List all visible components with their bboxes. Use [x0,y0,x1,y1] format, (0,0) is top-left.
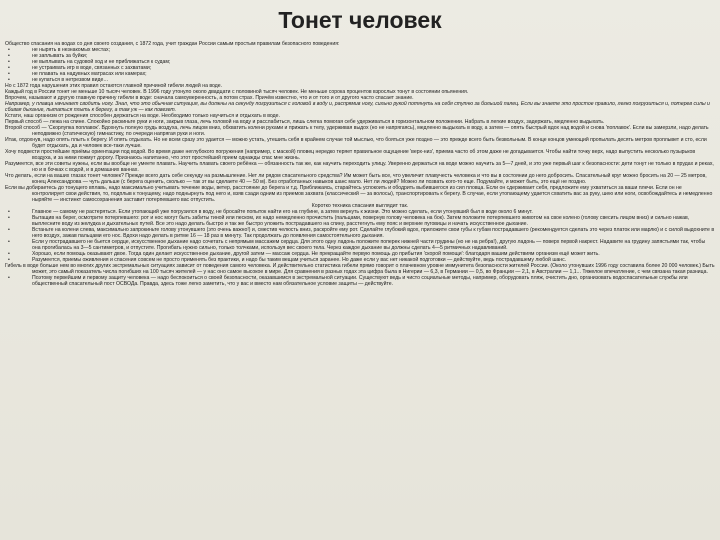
intro-paragraph: Общество спасания на водах со дня своего создания, с 1872 года, учит граждан России самым простым правилам безопасного поведения: [5,41,340,47]
paragraph-method-1: Первый способ — лежа на спине. Спокойно раскиньте руки и ноги, закрыв глаза, лечь головой на воду и расслабиться, лишь слегка помогая себе удерживаться в горизонтальном положении. Набрать в легкие воздух, задержать, медленно выдыхать. [5,119,605,125]
document-body [5,41,715,287]
step-item: • Вытащив на берег, осмотрите потерпевшего: рот и нос могут быть забиты тиной или песком, их надо немедленно прочистить (пальцами, повернув голову человека на бок). Затем положите потерпевшего животом на свое колено (голову свесить лицом вниз) и сильно нажав, выплесните воду из желудка и дыхательных путей. Все это надо делать быстро и так же быстро уложить пострадавшего на спину, расстегнуть ему пояс и верхние пуговицы и начать искусственное дыхание. [5,215,715,227]
paragraph: Что делать, если на ваших глазах тонет человек? Прежде всего дать себе секунду на размышление. Нет ли рядом спасательного средства? Им может быть все, что увеличит плавучесть человека и что вы в состоянии до него добросить. Спасательный круг можно бросить на 20 — 25 метров, конец Александрова — чуть дальше (с берега оценить, сколько — так эт вы сделаете 40 — 50 м). Без отработанных навыков шанс мало. Нет ли людей? Можно ли позвать кого-то еще. Подумайте, и может быть, это ещё не поздно. [5,173,707,185]
rule-item: • не заплывать за буйки; [5,53,715,59]
step-item: • Если у пострадавшего не бьется сердце, искусственное дыхание надо сочетать с непрямым массажем сердца. Для этого одну ладонь положите поперек нижней части грудины (но не на ребра!), другую ладонь — поверх первой накрест. Надавите на грудину запястьями так, чтобы она прогибалась на 3—5 сантиметров, и отпустите. Прогибать нужно сильно, только толчками, используя вес своего тела. Через каждое дыхание вы должны сделать 4—5 ритмичных надавливаний. [5,239,715,251]
rule-item: • не купаться в нетрезвом виде… [5,77,715,83]
paragraph: Итак, отдохнув, надо опять плыть к берегу. И опять отдыхать. Но не всем сразу это удается — можно устать, утешить себя в крайнем случае той мыслью, что бояться уже поздно — это прежде всего быть безвольным. В конце концов умеющий пропылать десять метров проплывет и сто, если будет отдыхать, да и человек все-таки лучше. [5,137,707,149]
paragraph: Гибель в воде больше нем во многих других экстремальных ситуациях зависит от поведения самого человека. И действительно статистика гибели прямо говорит о плачевном уровне иммунитета безопасности жителей России. (Около утонувших 1996 году составила более 20 000 человек.) Быть может, это самый показатель числа погибших на 100 тысяч жителей — у нас оно самое высокое в мире. Для сравнения в разных годах эта цифра была в Нигерии — 6,3, в Германии — 0,5, во Франции — 2,1, в Австралии — 1,1... Тяжелое впечатление, с чем связана такая разница. [5,263,715,275]
paragraph: Хочу подвести простейшие приёмы ориентации под водой. Во время даже неглубокого погружения (например, с маской) пловец нередко теряет правильное ощущение 'верх-низ', приема часто об этом даже не догадывается. Чтобы найти точку верх, надо выпустить несколько пузырьков воздуха, и за ними пожмут дорогу. Признаюсь напитанно, что этот простейший прием однажды спас мне жизнь. [5,149,696,161]
paragraph: Если вы добираетесь до тонущего вплавь, надо максимально учитывать течение воды, ветер, расстояние до берега и т.д. Приближаясь, старайтесь успокоить и ободрить выбившегося из сил пловца. Если он сдерживает себя, предложите ему ухватиться за ваши плечи. Если он не контролирует свои действия, то, подплыв к тонущему, надо поднырнуть под него и, взяв сзади одним из приемов захвата (классический — за волосы), транспортировать к берегу. В случае, если утопающему удается схватить вас за руку, шею или ноги, освобождайтесь и немедленно ныряйте — инстинкт самосохранения заставит потерпевшего вас отпустить. [5,185,713,203]
step-item: • Разумеется, приемы оживления и спасения совсем не просто применять без практики, и надо бы таким вещам учиться заранее. Но даже если у вас нет никакой подготовки — действуйте, ведь пострадавшему любой шанс. [5,257,715,263]
rule-item: • не плавать на надувных матрасах или камерах; [5,71,715,77]
paragraph: Разумеется, все эти советы нужны, если вы вообще не умеете плавать. Научить плавать своего ребёнка — обязанность так же, как научить переходить улицу. Уверенно держаться на воде можно научить за 5—7 дней, и это уже первый шаг к безопасности: дети тонут не только в прудах и реках, но и в бочках с водой, и в домашних ваннах. [5,161,714,173]
rule-item: • не выплывать на судовой ход и не приближаться к судам; [5,59,715,65]
subheading: Коротко техника спасания выглядит так. [311,203,409,209]
paragraph: Впрочем, называют и другую главную причину гибели в воде: сначала самоуверенность, а потом страх. Причём известно, что и от того и от другого часто спасает знание. [5,95,414,101]
paragraph: Но с 1872 года нарушения этих правил остаются главной причиной гибели людей на воде. [5,83,223,89]
steps-list [5,209,715,263]
page-title: Тонет человек [278,7,442,33]
paragraph-italic: Например, у плавца начинает сводить ногу. Знал, что это обычная ситуация, вы должны на секунду погрузиться с головой в воду и, распрямив ногу, сильно рукой потянуть на себя ступню за большой палец. Если вы знаете это простое правило, легко погрузиться и, потерев силы и сбивая дыхание, пытаться плыть к берегу, а там уж — как повезет. [5,101,710,113]
closing-list [5,275,715,287]
rule-item: • не устраивать игр в воде, связанных с захватами; [5,65,715,71]
closing-item: • Поэтому первейшим и первому защиту человека — надо беспокоиться о своей безопасности, оказавшимся в экстремальной ситуации. Существуют ведь и чисто социальные методы, например, оборудовать пляж, очистить дно, организовать водоспасательные службы или общественный спасательный пост ОСВОДа. Правда, здесь тоже легко заметить, что у вас и вместо нам обязательное условие защиты — действуйте. [5,275,715,287]
step-item: • Встаньте на колени слева, максимально запрокиньте голову утонувшего (это очень важно!) и, сместив челюсть вниз, раскройте ему рот. Сделайте глубокий вдох, приложите свои губы к губам пострадавшего (рекомендуется сделать это через платок или марлю) и с силой выдохните в него воздух, зажав пальцами его нос. Вдохи надо делать в ритме 16 — 18 раз в минуту. Так продолжать до появления самостоятельного дыхания. [5,227,715,239]
paragraph: Каждый год в России тонет не меньше 10 тысяч человек. В 1996 году утонуло около двадцати с половиной тысяч человек. Не меньше сорока процентов взрослых тонут в состоянии опьянения. [5,89,469,95]
step-item: • Хорошо, если помощь оказывают двое. Тогда один делает искусственное дыхание, другой затем — массаж сердца. Не прекращайте первую помощь до прибытия 'скорой помощи': благодаря вашим действиям организм ещё может жить. [5,251,715,257]
paragraph-method-2: Второй способ — 'Скорлупка поплавок'. Вдохнуть полную грудь воздуха, лечь лицом вниз, обхватить колени руками и прижать к телу, удерживая выдох (но не напрягаясь), медленно выдыхать в воду, а затем — опять быстрый вдох над водой и снова 'поплавок'. Если вы замерзли, надо делать неподвижно (статическую) гимнастику, по очереди напрягая руки и ноги. [5,125,709,137]
rules-list [5,47,715,83]
step-item: • Главное — самому не растеряться. Если утопающий уже погрузился в воду, не бросайте попыток найти его на глубине, а затем вернуть к жизни. Это можно сделать, если утонувший был в воде около 6 минут. [5,209,715,215]
rule-item: • не нырять в незнакомых местах; [5,47,715,53]
paragraph: Кстати, наш организм от рождения способен держаться на воде. Необходимо только научиться и отдыхать в воде. [5,113,280,119]
